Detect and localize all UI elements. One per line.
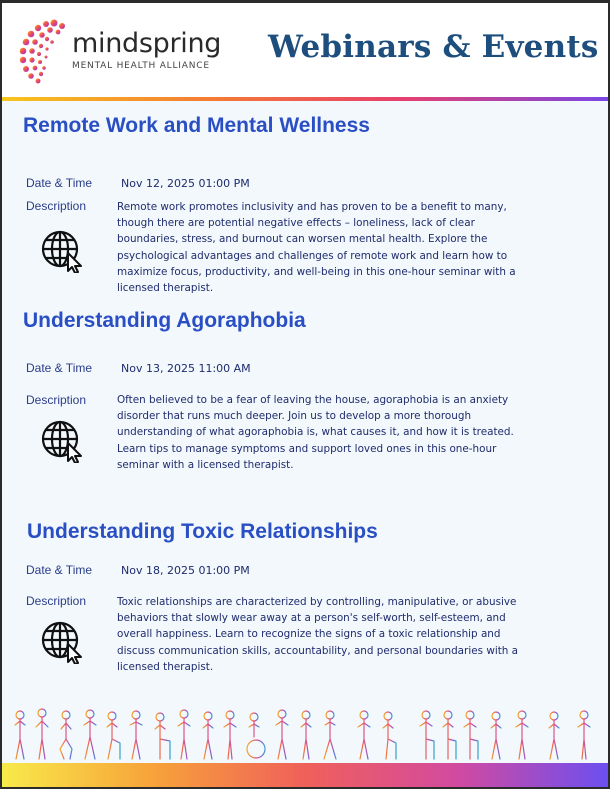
globe-cursor-icon	[40, 620, 86, 664]
globe-cursor-icon	[40, 229, 86, 273]
event-datetime: Nov 18, 2025 01:00 PM	[121, 564, 250, 577]
globe-cursor-icon	[40, 419, 86, 463]
event-description: Remote work promotes inclusivity and has proven to be a benefit to many, though there are potential negative effects – loneliness, lack of clear boundaries, stress, and burnout can worsen mental health. Explore the psychological advantages and challenges of remote work and learn how to maximize focus, productivity, and well-being in this one-hour seminar with a licensed therapist.	[117, 201, 516, 295]
logo-icon	[14, 15, 74, 87]
event-description: Often believed to be a fear of leaving the house, agoraphobia is an anxiety disorder that runs much deeper. Join us to develop a more thorough understanding of what agoraphobia is, what causes it, and how it is treated. Learn tips to manage symptoms and support loved ones in this one-hour seminar with a licensed therapist.	[117, 394, 514, 471]
header-divider	[2, 97, 608, 101]
event-title-agoraphobia: Understanding Agoraphobia	[23, 309, 306, 332]
event-title-toxic-relationships: Understanding Toxic Relationships	[27, 520, 378, 543]
date-time-label: Date & Time	[26, 176, 93, 190]
event-datetime: Nov 13, 2025 11:00 AM	[121, 362, 251, 375]
brand-name: mindspring	[72, 28, 222, 59]
event-datetime: Nov 12, 2025 01:00 PM	[121, 177, 250, 190]
brand-subtitle: MENTAL HEALTH ALLIANCE	[72, 61, 210, 71]
people-line-art	[2, 703, 608, 763]
event-description: Toxic relationships are characterized by controlling, manipulative, or abusive behaviors that slowly wear away at a person's self-worth, self-esteem, and overall happiness. Learn to recognize the signs of a toxic relationship and discuss communication skills, accountability, and personal boundaries with a licensed therapist.	[117, 596, 519, 673]
header	[2, 3, 608, 97]
description-label: Description	[26, 393, 87, 407]
date-time-label: Date & Time	[26, 361, 93, 375]
flyer-page	[2, 3, 608, 787]
event-title-remote-work: Remote Work and Mental Wellness	[23, 114, 370, 137]
page-title: Webinars & Events	[268, 29, 599, 65]
footer-gradient-bar	[2, 763, 608, 787]
date-time-label: Date & Time	[26, 563, 93, 577]
description-label: Description	[26, 594, 87, 608]
description-label: Description	[26, 199, 87, 213]
